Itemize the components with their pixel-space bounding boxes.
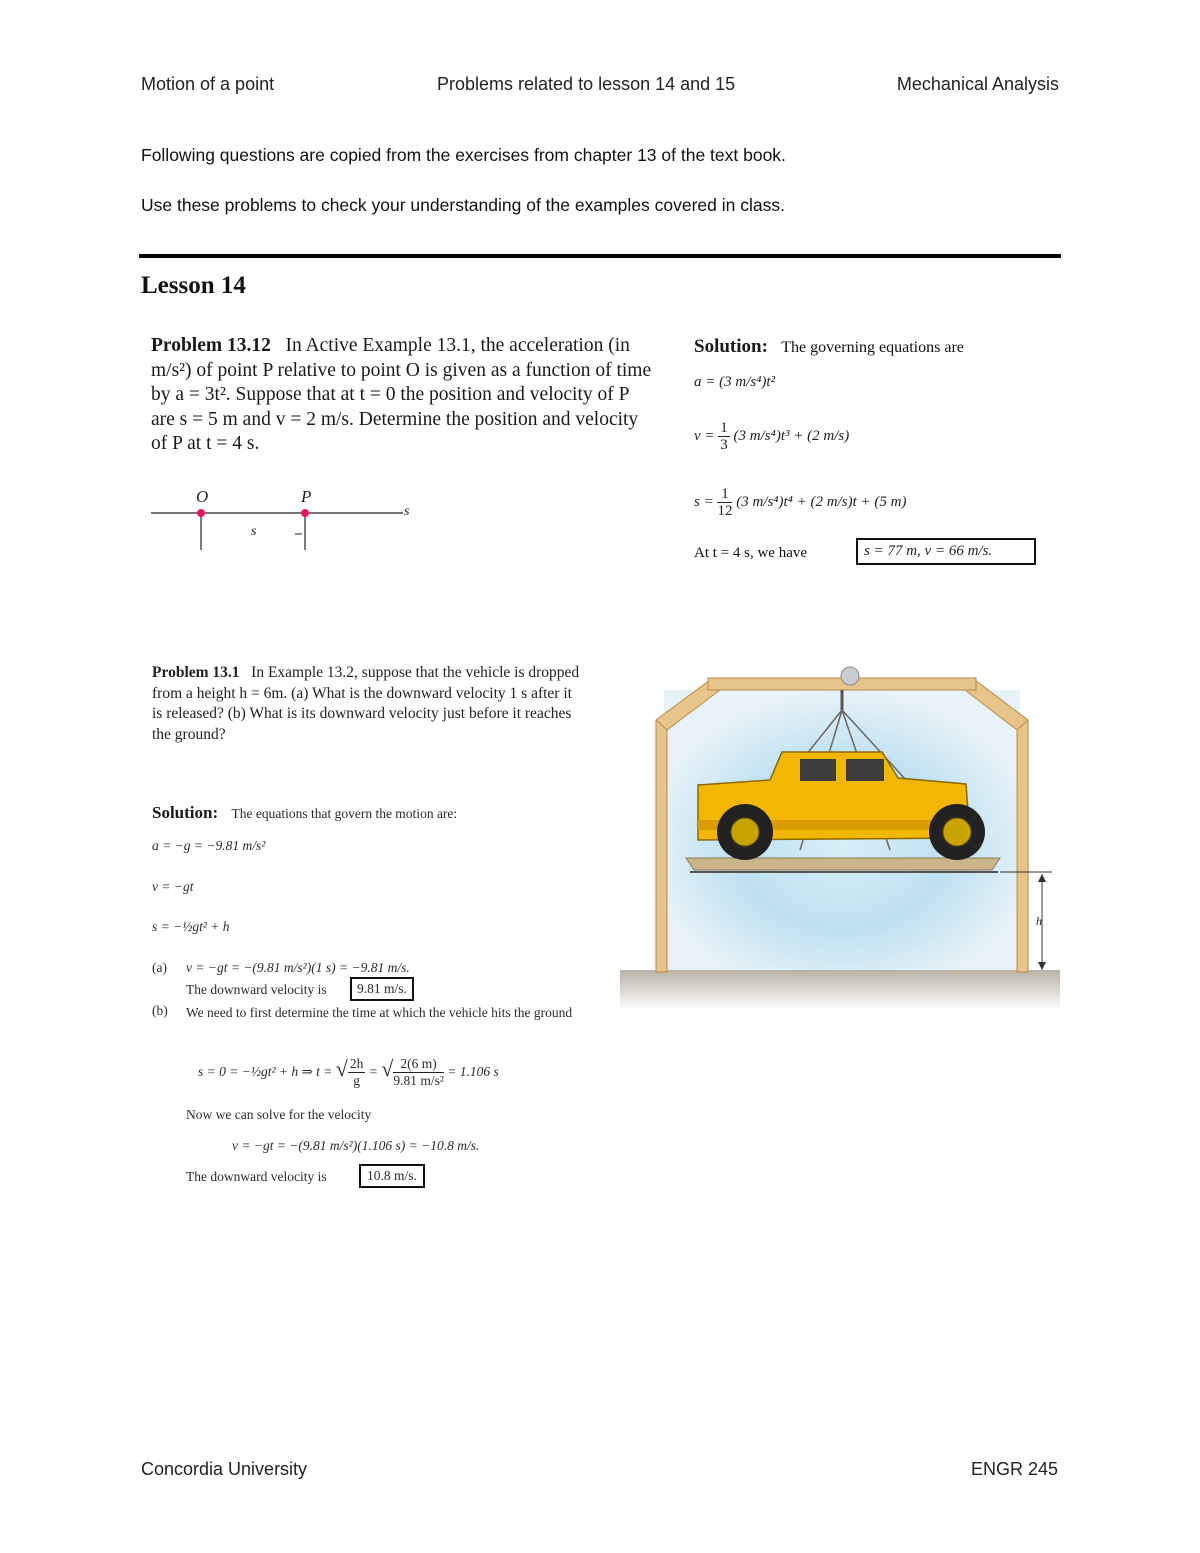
part-b-text-2: The downward velocity is: [186, 1169, 327, 1184]
pallet: [686, 858, 1000, 870]
part-b-eq-left: s = 0 = −½gt² + h ⇒ t =: [198, 1064, 333, 1079]
part-b-sqrt2-den: 9.81 m/s²: [393, 1073, 444, 1089]
part-b-sqrt1-num: 2h: [349, 1056, 364, 1072]
solution-13-1-header: [152, 803, 457, 823]
header-right: Mechanical Analysis: [896, 74, 1059, 94]
label-s-axis: s: [404, 504, 410, 519]
problem-13-1-label: Problem 13.1: [152, 664, 240, 681]
solution-13-12-header: [694, 336, 964, 358]
eq-velocity-lhs: v =: [694, 427, 715, 444]
solution-13-1-label: Solution:: [152, 803, 219, 822]
solution-13-12-intro: The governing equations are: [781, 339, 964, 356]
eq-acceleration: a = (3 m/s⁴)t²: [694, 374, 776, 390]
footer-left: Concordia University: [141, 1459, 308, 1479]
problem-13-1-text: In Example 13.2, suppose that the vehicle is dropped from a height h = 6m. (a) What is the downward velocity 1 s after it is released? (b) What is its downward velocity just before it reaches the ground?: [152, 664, 580, 743]
answer-part-b: 10.8 m/s.: [359, 1164, 425, 1188]
problem-13-12-statement: [151, 334, 656, 457]
part-a-tag: (a): [152, 960, 167, 975]
eq-velocity-rhs: (3 m/s⁴)t³ + (2 m/s): [733, 427, 850, 444]
hook-pulley: [841, 667, 859, 685]
part-b-sqrt2-num: 2(6 m): [393, 1056, 444, 1073]
problem-13-12-label: Problem 13.12: [151, 335, 271, 356]
part-b-tag: (b): [152, 1003, 168, 1018]
front-hub: [731, 818, 759, 846]
vehicle-window-2: [846, 759, 884, 781]
point-p-marker: [301, 509, 309, 517]
frame-left-post: [656, 720, 667, 972]
part-b-sqrt2: [393, 1056, 444, 1089]
eq-position-lhs: s =: [694, 493, 714, 510]
eq-position-den: 12: [717, 503, 733, 519]
at-time-text: At t = 4 s, we have: [694, 545, 808, 561]
part-b-eq-mid: =: [368, 1064, 378, 1079]
lesson-title: Lesson 14: [141, 272, 246, 299]
eq-velocity: [694, 420, 849, 453]
header-left: Motion of a point: [141, 74, 275, 94]
intro-line-2: Use these problems to check your understanding of the examples covered in class.: [141, 195, 785, 215]
part-a-equation: v = −gt = −(9.81 m/s²)(1 s) = −9.81 m/s.: [186, 960, 410, 975]
dim-arrow-down: [1038, 962, 1046, 970]
problem-13-1-statement: [152, 663, 582, 745]
part-b-eq-right: = 1.106 s: [447, 1064, 499, 1079]
eq-position-num: 1: [717, 486, 732, 503]
part-b-sqrt1-den: g: [353, 1073, 360, 1089]
position-diagram: [148, 486, 418, 556]
part-b-velocity-eq: v = −gt = −(9.81 m/s²)(1.106 s) = −10.8 m/s.: [232, 1138, 480, 1153]
vehicle-drop-figure: [620, 660, 1060, 1010]
frame-right-post: [1017, 720, 1028, 972]
eq-131-s: s = −½gt² + h: [152, 919, 230, 934]
label-o: O: [196, 487, 209, 506]
label-p: P: [301, 487, 312, 506]
footer-right: ENGR 245: [970, 1459, 1058, 1479]
part-b-equation: s = 0 = −½gt² + h ⇒ t = √ $\frac{2h}{g}$ = √ $\frac{2(6 m)}{\text{9.81 m/s²}}$ = 1.106 s: [198, 1056, 499, 1089]
eq-131-a: a = −g = −9.81 m/s²: [152, 838, 266, 853]
answer-13-12: s = 77 m, v = 66 m/s.: [856, 538, 1036, 565]
label-s-dimension: s: [251, 524, 257, 539]
ground: [620, 970, 1060, 1010]
intro-line-1: Following questions are copied from the exercises from chapter 13 of the text book.: [141, 145, 786, 165]
dim-arrow-up: [1038, 874, 1046, 882]
solution-13-12-label: Solution:: [694, 336, 768, 357]
part-b-sqrt1: [348, 1056, 366, 1089]
section-divider: [139, 254, 1061, 258]
answer-part-a: 9.81 m/s.: [350, 977, 414, 1001]
eq-position: [694, 486, 906, 519]
part-b-now-text: Now we can solve for the velocity: [186, 1107, 372, 1122]
label-height-h: h: [1036, 914, 1042, 928]
eq-velocity-fraction: [718, 420, 730, 453]
solution-13-1-intro: The equations that govern the motion are:: [231, 806, 458, 821]
eq-position-fraction: [717, 486, 732, 519]
eq-velocity-num: 1: [720, 420, 728, 436]
header-center: Problems related to lesson 14 and 15: [437, 74, 736, 94]
eq-velocity-den: 3: [720, 437, 728, 453]
part-a-text: The downward velocity is: [186, 982, 327, 997]
point-o-marker: [197, 509, 205, 517]
rear-hub: [943, 818, 971, 846]
part-b-text: We need to first determine the time at which the vehicle hits the ground: [186, 1005, 573, 1020]
eq-position-rhs: (3 m/s⁴)t⁴ + (2 m/s)t + (5 m): [736, 493, 907, 510]
vehicle-window-1: [800, 759, 836, 781]
problem-13-12-text: In Active Example 13.1, the acceleration (in m/s²) of point P relative to point O is given as a function of time by a = 3t². Suppose that at t = 0 the position and velocity of P are s = 5 m and v = 2 m/s. Determine the position and velocity of P at t = 4 s.: [151, 335, 652, 454]
eq-131-v: v = −gt: [152, 879, 194, 894]
